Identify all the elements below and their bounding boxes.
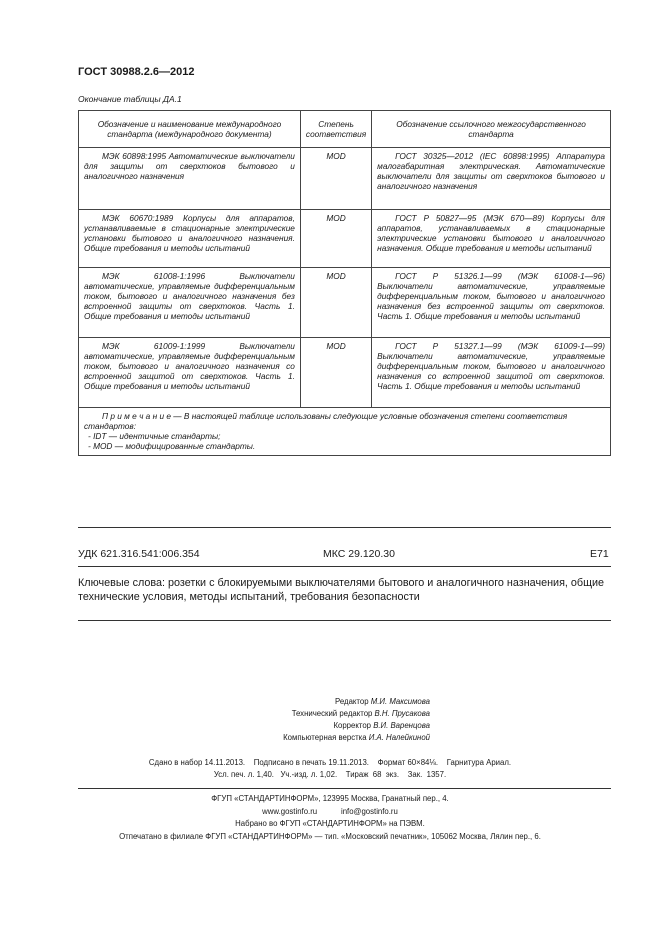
table-row: [79, 148, 611, 210]
mks-code: МКС 29.120.30: [323, 548, 395, 560]
print-info: [100, 757, 560, 781]
note-item-mod: - MOD — модифицированные стандарты.: [88, 441, 256, 451]
print-info-line: Усл. печ. л. 1,40. Уч.-изд. л. 1,02. Тираж 68 экз. Зак. 1357.: [213, 770, 447, 779]
cell-intl: МЭК 61009-1:1999 Выключатели автоматические, управляемые дифференциальным током, бытового и аналогичного назначения со встроенной защитой от сверхтоков. Часть 1. Общие требования и методы испытаний: [84, 341, 295, 391]
credit-proofreader: Корректор В.И. Варенцова: [333, 721, 430, 730]
table-note-row: [79, 408, 611, 456]
cell-intl: МЭК 60670:1989 Корпусы для аппаратов, устанавливаемые в стационарные электрические установки бытового и аналогичного назначения. Общие требования и методы испытаний: [84, 213, 295, 253]
publisher-line: Набрано во ФГУП «СТАНДАРТИНФОРМ» на ПЭВМ.: [235, 819, 425, 828]
table-note: П р и м е ч а н и е — В настоящей таблице использованы следующие условные обозначения степени соответствия стандартов:: [84, 411, 568, 431]
publisher-line: Отпечатано в филиале ФГУП «СТАНДАРТИНФОРМ» — тип. «Московский печатник», 105062 Москва, Лялин пер., 6.: [119, 831, 541, 841]
publisher-info: [60, 793, 600, 843]
udk-code: УДК 621.316.541:006.354: [78, 548, 200, 560]
divider: [78, 566, 611, 567]
column-header-degree: Степень соответствия: [300, 111, 371, 148]
divider: [78, 620, 611, 621]
publisher-line: ФГУП «СТАНДАРТИНФОРМ», 123995 Москва, Гранатный пер., 4.: [211, 794, 449, 803]
divider: [78, 788, 611, 789]
document-header: ГОСТ 30988.2.6—2012: [78, 66, 195, 78]
table-row: [79, 268, 611, 338]
cell-interstate: ГОСТ Р 50827—95 (МЭК 670—89) Корпусы для аппаратов, устанавливаемых в стационарные электрические установки бытового и аналогичного назначения. Общие требования и методы испытаний: [377, 213, 605, 253]
credit-editor: Редактор М.И. Максимова: [335, 697, 430, 706]
table-caption: Окончание таблицы ДА.1: [78, 94, 182, 104]
cell-degree: MOD: [300, 338, 371, 408]
classification-code: Е71: [590, 548, 609, 560]
credit-layout: Компьютерная верстка И.А. Налейкиной: [283, 733, 430, 742]
cell-intl: МЭК 60898:1995 Автоматические выключатели для защиты от сверхтоков бытового и аналогичного назначения: [84, 151, 295, 181]
table-row: [79, 338, 611, 408]
credits-block: [180, 696, 430, 744]
cell-degree: MOD: [300, 210, 371, 268]
cell-interstate: ГОСТ Р 51326.1—99 (МЭК 61008-1—96) Выключатели автоматические, управляемые дифференциальным током, бытового и аналогичного назначения без встроенной защиты от сверхтоков. Часть 1. Общие требования и методы испытаний: [377, 271, 605, 321]
credit-tech-editor: Технический редактор В.Н. Прусакова: [291, 709, 430, 718]
reference-table: [78, 110, 611, 456]
cell-interstate: ГОСТ 30325—2012 (IEC 60898:1995) Аппаратура малогабаритная электрическая. Автоматические выключатели для защиты от сверхтоков бытового и аналогичного назначения: [377, 151, 605, 191]
publisher-web: www.gostinfo.ru info@gostinfo.ru: [262, 806, 398, 816]
print-info-line: Сдано в набор 14.11.2013. Подписано в печать 19.11.2013. Формат 60×84⅛. Гарнитура Ариал.: [148, 758, 512, 767]
note-item-idt: - IDT — идентичные стандарты;: [88, 431, 221, 441]
cell-degree: MOD: [300, 148, 371, 210]
table-row: [79, 210, 611, 268]
column-header-intl: Обозначение и наименование международного стандарта (международного документа): [79, 111, 301, 148]
cell-intl: МЭК 61008-1:1996 Выключатели автоматические, управляемые дифференциальным током, бытового и аналогичного назначения без встроенной защиты от сверхтоков. Часть 1. Общие требования и методы испытаний: [84, 271, 295, 321]
cell-degree: MOD: [300, 268, 371, 338]
divider: [78, 527, 611, 528]
table-header-row: [79, 111, 611, 148]
column-header-interstate: Обозначение ссылочного межгосударственного стандарта: [372, 111, 611, 148]
keywords: Ключевые слова: розетки с блокируемыми выключателями бытового и аналогичного назначения, общие технические условия, методы испытаний, требования безопасности: [78, 577, 605, 603]
cell-interstate: ГОСТ Р 51327.1—99 (МЭК 61009-1—99) Выключатели автоматические, управляемые дифференциальным током, бытового и аналогичного назначения со встроенной защитой от сверхтоков. Часть 1. Общие требования и методы испытаний: [377, 341, 605, 391]
